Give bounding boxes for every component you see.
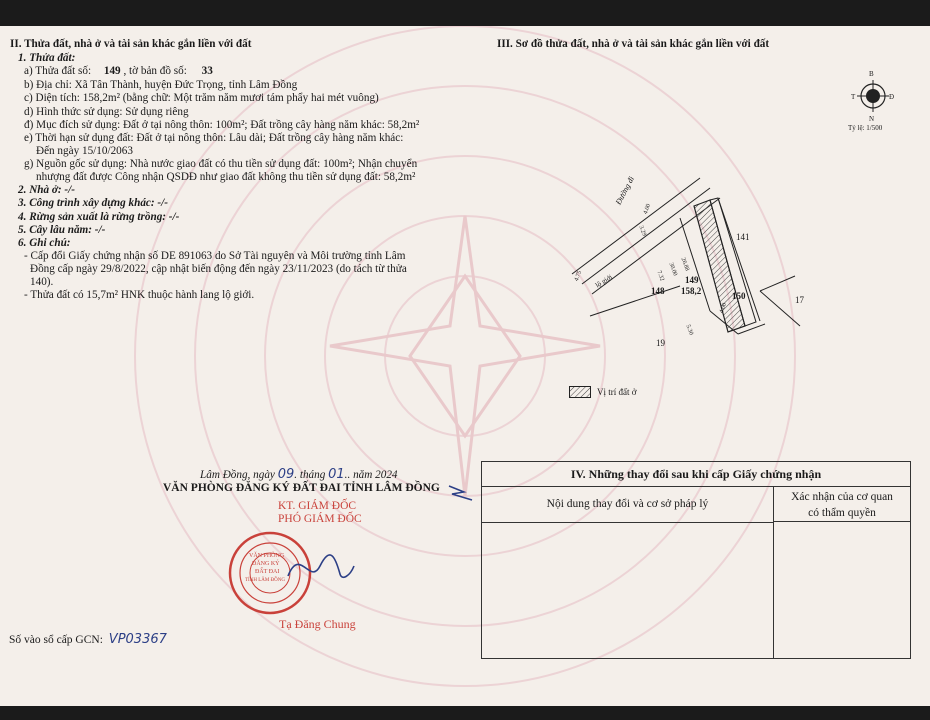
note-2-line: - Thửa đất có 15,7m² HNK thuộc hành lang lộ giới. (24, 289, 255, 301)
parcel-150-label: 150 (732, 291, 746, 301)
compass-east: Đ (889, 93, 895, 101)
item-3-construction: 3. Công trình xây dựng khác: -/- (18, 197, 168, 209)
residential-legend-swatch-icon (569, 386, 591, 398)
parcel-number-line (24, 65, 213, 78)
dim-3-29: 3.29 (637, 225, 647, 237)
item-2-house: 2. Nhà ở: -/- (18, 184, 75, 196)
year-label: .. năm 2024 (344, 469, 398, 481)
dim-4-00-bottom: 4.00 (718, 302, 729, 315)
road-label: Đường đi (613, 174, 637, 207)
stamp-line-4: TỈNH LÂM ĐỒNG (245, 578, 285, 583)
changes-col-content: Nội dung thay đổi và cơ sở pháp lý (482, 486, 774, 523)
item-6-notes: 6. Ghi chú: (18, 237, 71, 249)
compass-icon (850, 72, 906, 124)
usage-term-line: e) Thời hạn sử dụng đất: Đất ở tại nông thôn: Lâu dài; Đất trồng cây hàng năm khác: (24, 132, 404, 144)
parcel-number-label: a) Thửa đất số: (24, 65, 92, 77)
map-sheet-label: , tờ bản đồ số: (123, 65, 187, 77)
kt-director: KT. GIÁM ĐỐC (278, 500, 357, 512)
usage-form-line: d) Hình thức sử dụng: Sử dụng riêng (24, 106, 189, 118)
note-1-line-2: Đồng cấp ngày 29/8/2022, cập nhật biến động đến ngày 23/11/2023 (do tách từ thửa (30, 263, 407, 275)
note-1-line-3: 140). (30, 276, 54, 288)
changes-col-confirmation (774, 486, 910, 522)
map-sheet-number: 33 (201, 65, 213, 77)
address-line: b) Địa chỉ: Xã Tân Thành, huyện Đức Trọng, tỉnh Lâm Đồng (24, 79, 298, 91)
dim-26-88: 26.88 (679, 257, 690, 272)
register-value: VP03367 (108, 632, 167, 647)
place-date-prefix: Lâm Đồng, ngày (200, 469, 275, 481)
table-column-divider (773, 522, 774, 658)
signer-name: Tạ Đăng Chung (279, 617, 356, 631)
legend-label: Vị trí đất ở (597, 387, 637, 397)
initials-mark-icon (446, 478, 476, 508)
confirmation-header-line-1: Xác nhận của cơ quan (791, 491, 893, 503)
changes-table (481, 461, 911, 659)
road-corridor-label: lộ giới (594, 273, 614, 290)
parcel-19-label: 19 (656, 338, 665, 348)
section-ii-title: II. Thửa đất, nhà ở và tài sản khác gắn liền với đất (10, 38, 252, 50)
usage-purpose-line: đ) Mục đích sử dụng: Đất ở tại nông thôn: 100m²; Đất trồng cây hàng năm khác: 58,2m² (24, 119, 420, 131)
parcel-149-area: 158,2 (681, 286, 702, 296)
compass-west: T (851, 93, 856, 101)
certificate-page (0, 26, 930, 706)
deputy-director: PHÓ GIÁM ĐỐC (278, 513, 362, 525)
issuing-office: VĂN PHÒNG ĐĂNG KÝ ĐẤT ĐAI TỈNH LÂM ĐỒNG (163, 482, 440, 494)
date-day: 09 (277, 467, 295, 482)
compass-south: N (869, 115, 875, 123)
handwritten-signature-icon (280, 536, 360, 596)
parcel-141-label: 141 (736, 232, 750, 242)
note-1-line-1: - Cấp đổi Giấy chứng nhận số DE 891063 do Sở Tài nguyên và Môi trường tỉnh Lâm (24, 250, 406, 262)
parcel-17-label: 17 (795, 295, 804, 305)
stamp-line-2: ĐĂNG KÝ (252, 561, 280, 567)
changes-table-title: IV. Những thay đổi sau khi cấp Giấy chứng nhận (482, 462, 910, 487)
dim-7-32: 7.32 (655, 270, 665, 282)
confirmation-header-line-2: có thẩm quyền (808, 507, 876, 519)
parcel-number: 149 (103, 65, 121, 77)
area-line: c) Diện tích: 158,2m² (bằng chữ: Một trăm năm mươi tám phẩy hai mét vuông) (24, 92, 379, 104)
place-date-line (200, 468, 398, 482)
stamp-line-1: VĂN PHÒNG (249, 553, 285, 559)
item-1-title: 1. Thửa đất: (18, 52, 76, 64)
month-label: . tháng (294, 469, 326, 481)
dim-4-00-top: 4.00 (642, 203, 653, 216)
dim-5-30: 5.30 (684, 324, 694, 336)
date-month: 01 (328, 467, 345, 482)
item-5-perennial: 5. Cây lâu năm: -/- (18, 224, 106, 236)
parcel-149-label: 149 (685, 275, 699, 285)
compass-north: B (869, 70, 874, 78)
dim-4-75: 4.75 (573, 270, 584, 283)
map-scale: Tỷ lệ: 1/500 (848, 124, 883, 132)
item-4-forest: 4. Rừng sản xuất là rừng trồng: -/- (18, 211, 180, 223)
register-label: Số vào sổ cấp GCN: (9, 634, 103, 646)
origin-line-1: g) Nguồn gốc sử dụng: Nhà nước giao đất có thu tiền sử dụng đất: 100m²; Nhận chuyển (24, 158, 418, 170)
register-number-line (9, 633, 167, 647)
origin-line-2: nhượng đất được Công nhận QSDĐ như giao đất không thu tiền sử dụng đất: 58,2m² (36, 171, 416, 183)
stamp-line-3: ĐẤT ĐAI (255, 569, 280, 575)
section-iii-title: III. Sơ đồ thửa đất, nhà ở và tài sản khác gắn liền với đất (497, 38, 770, 50)
usage-term-date: Đến ngày 15/10/2063 (36, 145, 133, 157)
dim-30-00: 30.00 (667, 262, 678, 277)
parcel-148-label: 148 (651, 286, 665, 296)
